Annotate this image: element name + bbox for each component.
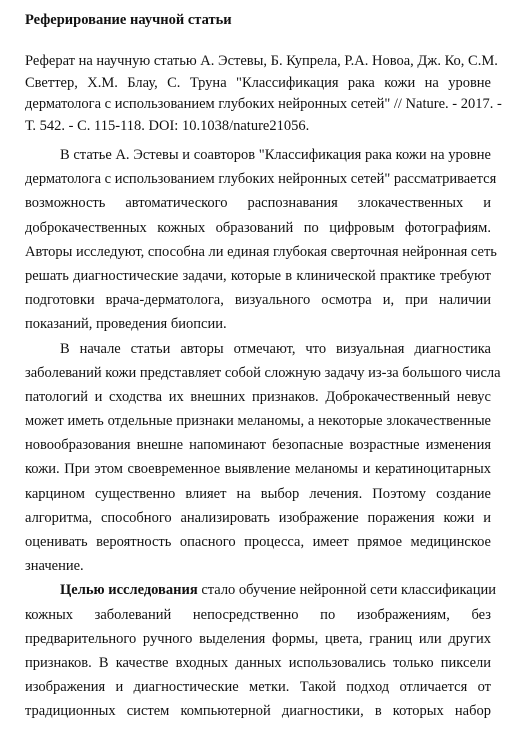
goal-lead: Целью исследования	[60, 582, 198, 599]
text-line: кожи. При этом своевременное выявление меланомы и кератиноцитарных	[25, 461, 491, 478]
intro-paragraph	[25, 143, 497, 337]
reference-line: Т. 542. - С. 115-118. DOI: 10.1038/nature21056.	[25, 117, 310, 134]
text-line: В начале статьи авторы отмечают, что визуальная диагностика	[60, 340, 491, 357]
text-line: В статье А. Эстевы и соавторов "Классификация рака кожи на уровне	[60, 147, 491, 163]
goal-paragraph	[25, 578, 496, 723]
background-paragraph	[25, 337, 501, 579]
text-line: показаний, проведения биопсии.	[25, 316, 227, 333]
text-line: предварительного ручного выделения формы, цвета, границ или других	[25, 630, 491, 647]
reference-line: Реферат на научную статью А. Эстевы, Б. Купрела, Р.А. Новоа, Дж. Ко, С.М.	[25, 53, 498, 69]
text-line	[25, 578, 496, 602]
text-line: карцином существенно влияет на выбор лечения. Поэтому создание	[25, 485, 491, 502]
reference-line: дерматолога с использованием глубоких нейронных сетей" // Nature. - 2017. -	[25, 96, 502, 112]
text-line: может иметь отдельные признаки меланомы, а некоторые злокачественные	[25, 413, 491, 430]
text-line: подготовки врача-дерматолога, визуального осмотра и, при наличии	[25, 292, 491, 309]
text-line: признаков. В качестве входных данных использовались только пиксели	[25, 654, 491, 671]
text-line: патологий и сходства их внешних признаков. Доброкачественный невус	[25, 388, 491, 405]
reference-line: Светтер, Х.М. Блау, С. Труна "Классификация рака кожи на уровне	[25, 74, 491, 91]
text-line: оценивать вероятность опасного процесса, имеет прямое медицинское	[25, 534, 491, 550]
text-line: алгоритма, способного анализировать изображение поражения кожи и	[25, 509, 491, 526]
goal-line-rest: стало обучение нейронной сети классификации	[197, 582, 496, 599]
text-line: дерматолога с использованием глубоких нейронных сетей" рассматривается	[25, 171, 497, 188]
text-line: кожных заболеваний непосредственно по изображениям, без	[25, 606, 491, 623]
text-line: традиционных систем компьютерной диагностики, в которых набор	[25, 703, 491, 720]
text-line: доброкачественных кожных образований по цифровым фотографиям.	[25, 219, 491, 236]
text-line: решать диагностические задачи, которые в клинической практике требуют	[25, 267, 491, 284]
text-line: значение.	[25, 558, 84, 575]
text-line: возможность автоматического распознавания злокачественных и	[25, 195, 491, 212]
reference-paragraph	[25, 51, 502, 137]
text-line: Авторы исследуют, способна ли единая глубокая сверточная нейронная сеть	[25, 243, 497, 260]
text-line: изображения и диагностические метки. Такой подход отличается от	[25, 679, 491, 696]
document-title: Реферирование научной статьи	[25, 12, 232, 28]
text-line: заболеваний кожи представляет собой сложную задачу из-за большого числа	[25, 364, 501, 381]
text-line: новообразования внешне напоминают безопасные возрастные изменения	[25, 437, 491, 454]
